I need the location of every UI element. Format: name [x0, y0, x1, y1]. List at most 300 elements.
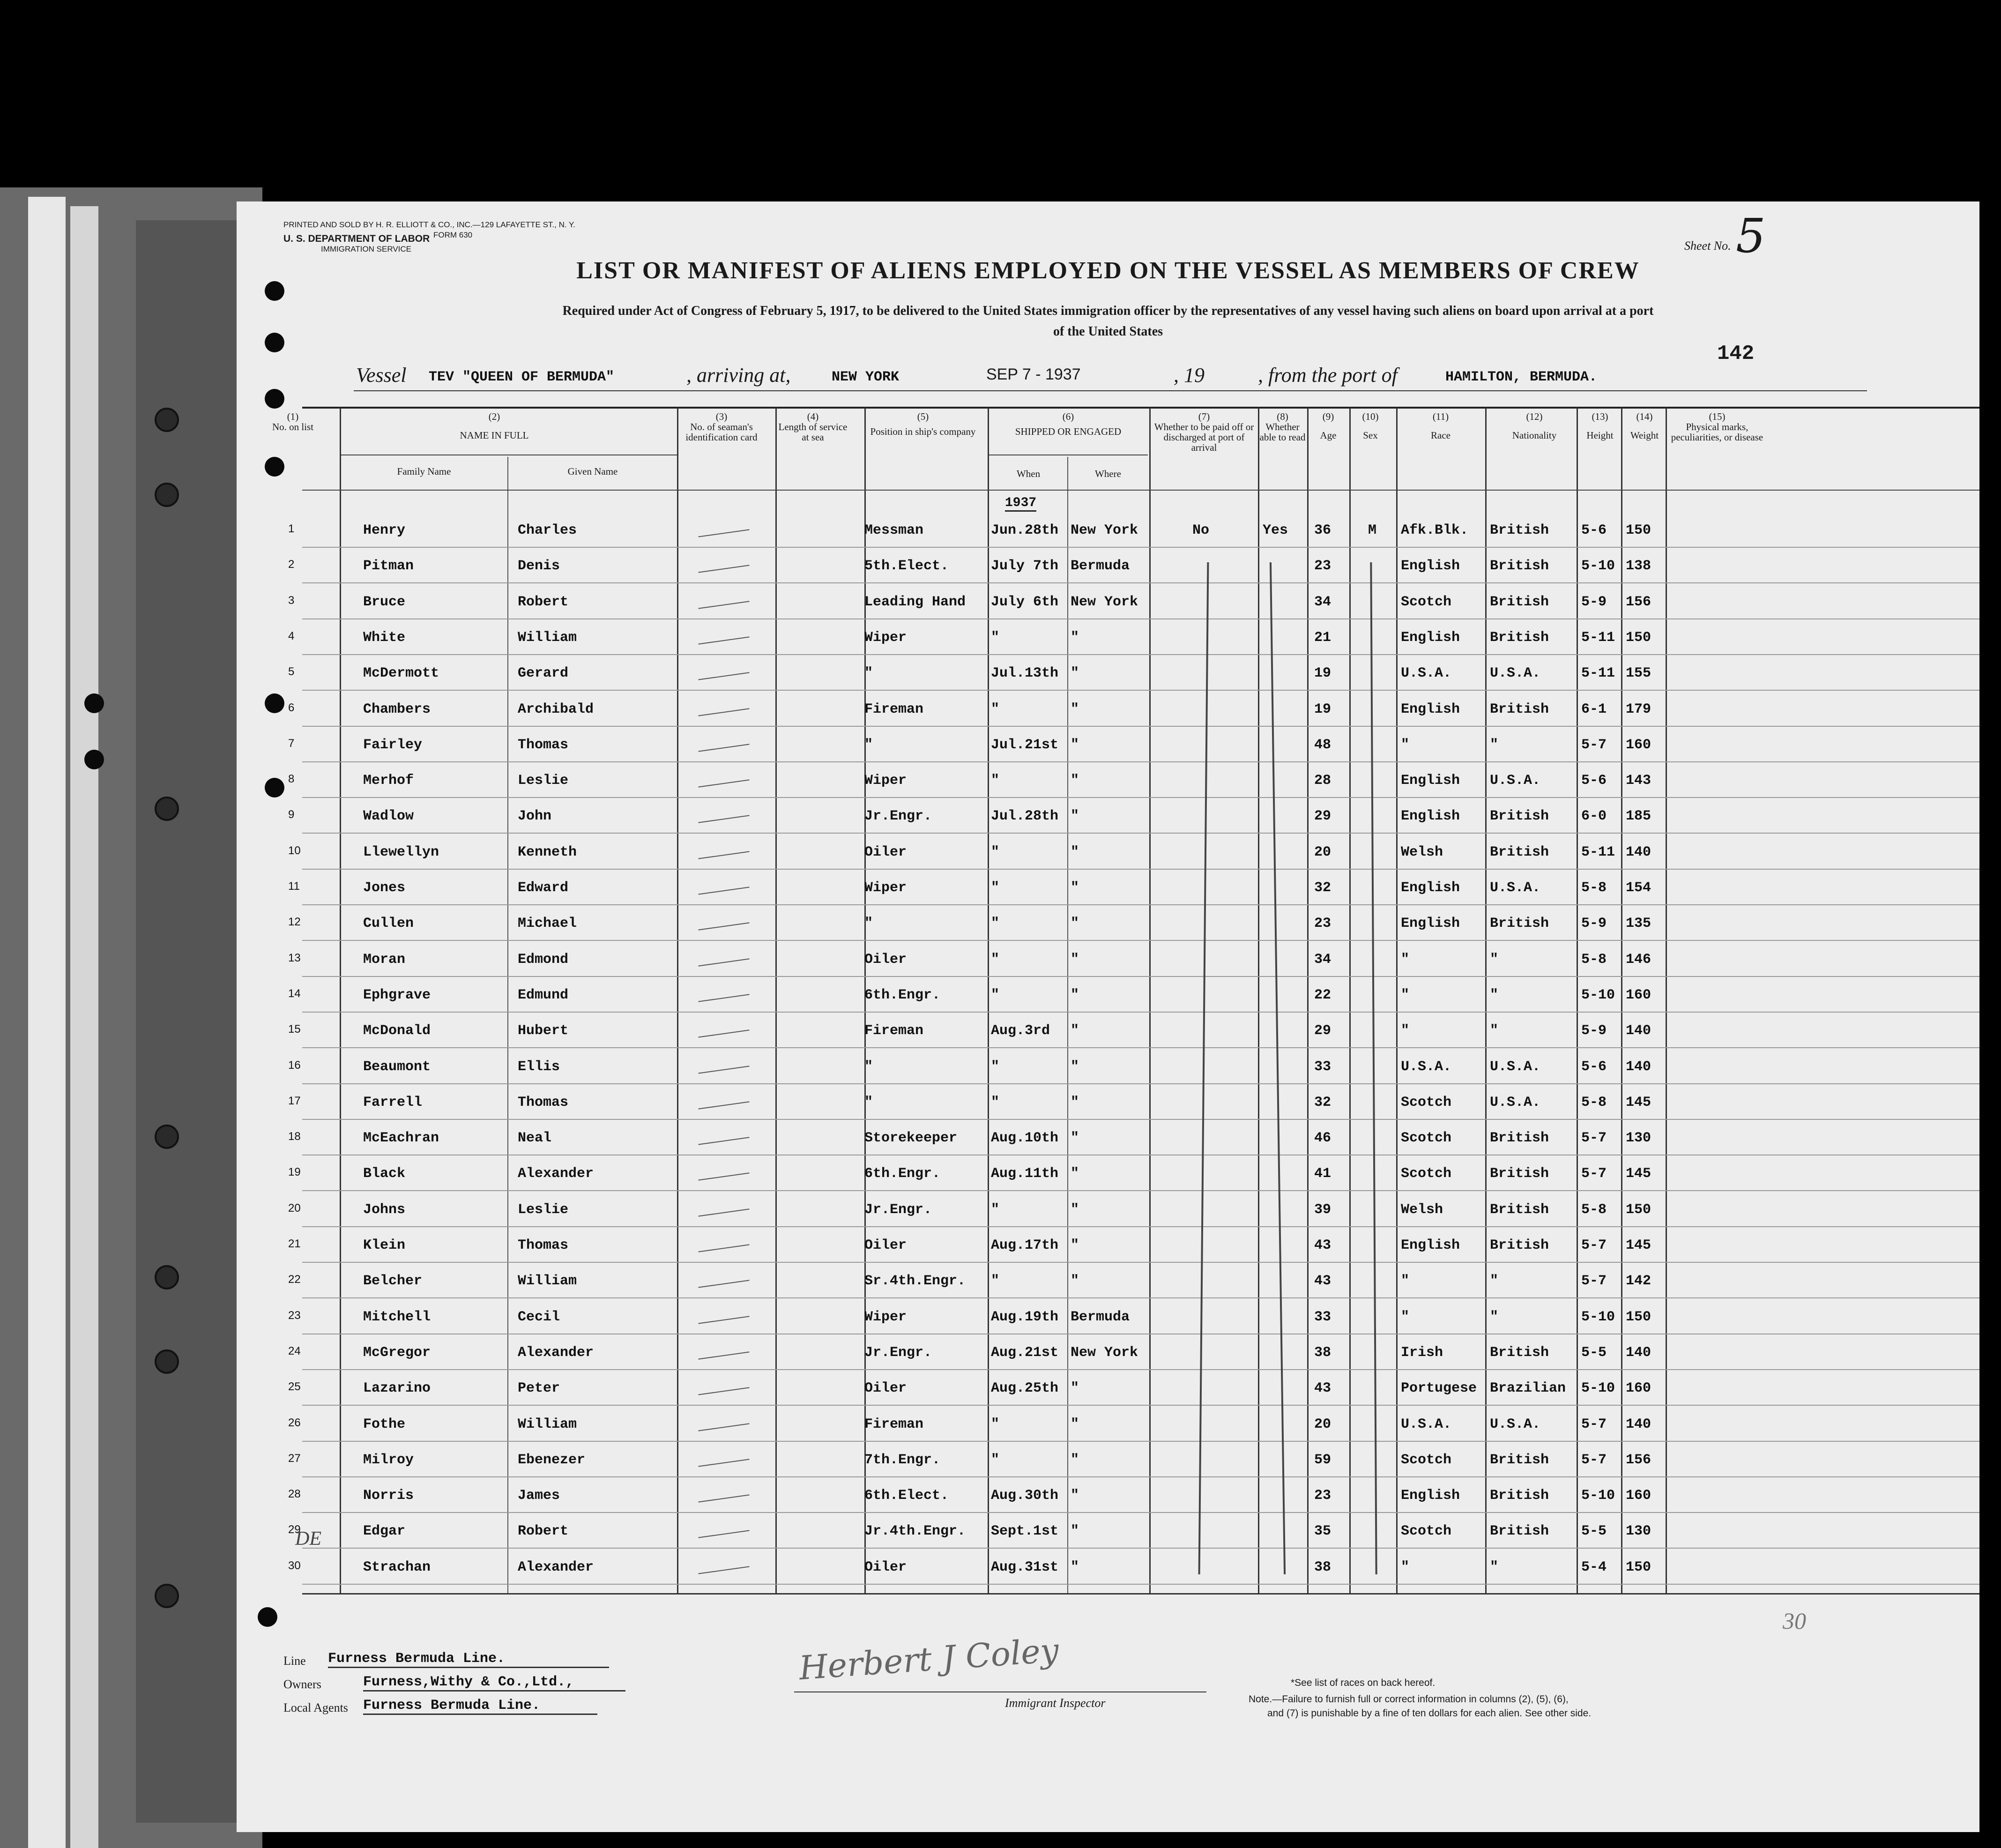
cell-family: Edgar	[363, 1523, 406, 1540]
row-rule	[302, 1083, 1979, 1084]
cell-position: 6th.Elect.	[864, 1488, 949, 1504]
cell-family: Belcher	[363, 1273, 423, 1289]
cell-no: 20	[288, 1201, 301, 1215]
cell-no: 16	[288, 1058, 301, 1072]
cell-where: New York	[1071, 594, 1138, 610]
cell-given: Edmund	[518, 987, 569, 1003]
cell-nationality: "	[1490, 951, 1499, 968]
cell-age: 19	[1314, 665, 1332, 682]
cell-no: 1	[288, 522, 295, 535]
cell-race: "	[1401, 1023, 1410, 1039]
cell-race: U.S.A.	[1401, 1058, 1452, 1075]
punch-hole	[265, 693, 284, 713]
cell-given: Gerard	[518, 665, 569, 682]
cell-family: Klein	[363, 1237, 406, 1253]
cell-given: Thomas	[518, 737, 569, 753]
id-card-tick	[698, 1530, 749, 1538]
cell-weight: 160	[1626, 1380, 1651, 1397]
from-port: HAMILTON, BERMUDA.	[1445, 369, 1598, 385]
cell-race: U.S.A.	[1401, 1416, 1452, 1432]
col-6-header: (6) SHIPPED OR ENGAGED	[1015, 411, 1122, 437]
cell-race: Irish	[1401, 1344, 1443, 1361]
cell-nationality: "	[1490, 737, 1499, 753]
cell-age: 34	[1314, 594, 1332, 610]
cell-no: 19	[288, 1166, 301, 1179]
binder-hole	[84, 693, 104, 713]
cell-weight: 146	[1626, 951, 1651, 968]
cell-age: 33	[1314, 1309, 1332, 1325]
row-rule	[302, 940, 1979, 941]
cell-age: 59	[1314, 1452, 1332, 1468]
id-card-tick	[698, 887, 749, 894]
cell-given: James	[518, 1488, 560, 1504]
year-label: , 19	[1174, 364, 1205, 387]
col-rule	[775, 408, 777, 1593]
cell-position: "	[864, 1094, 873, 1110]
given-name-header: Given Name	[567, 466, 618, 477]
cell-nationality: British	[1490, 629, 1549, 646]
table-bottom-rule	[302, 1593, 1979, 1595]
row-rule	[302, 1262, 1979, 1263]
id-card-tick	[698, 565, 749, 573]
cell-where: New York	[1071, 1344, 1138, 1361]
cell-height: 5-9	[1581, 916, 1607, 932]
punch-hole	[265, 778, 284, 797]
cell-weight: 140	[1626, 1058, 1651, 1075]
col-1-header: (1) No. on list	[272, 411, 314, 432]
cell-no: 11	[288, 880, 300, 893]
cell-nationality: U.S.A.	[1490, 773, 1541, 789]
cell-family: Pitman	[363, 558, 414, 574]
cell-where: "	[1071, 880, 1079, 896]
cell-height: 5-7	[1581, 737, 1607, 753]
cell-height: 5-8	[1581, 951, 1607, 968]
cell-race: Welsh	[1401, 844, 1443, 860]
col-2-header: (2) NAME IN FULL	[460, 411, 529, 441]
cell-no: 12	[288, 916, 301, 929]
cell-when: Jul.13th	[991, 665, 1059, 682]
cell-height: 5-6	[1581, 773, 1607, 789]
cell-when: "	[991, 951, 1000, 968]
binder-ring	[155, 408, 179, 432]
cell-family: McDermott	[363, 665, 439, 682]
cell-height: 5-4	[1581, 1559, 1607, 1575]
cell-no: 10	[288, 844, 301, 857]
table-top-rule	[302, 407, 1979, 409]
cell-nationality: British	[1490, 1166, 1549, 1182]
id-card-tick	[698, 1566, 749, 1574]
cell-height: 5-10	[1581, 987, 1615, 1003]
cell-given: Kenneth	[518, 844, 577, 860]
col-rule	[340, 408, 341, 1593]
cell-family: Mitchell	[363, 1309, 431, 1325]
cell-height: 5-9	[1581, 1023, 1607, 1039]
id-card-tick	[698, 1030, 749, 1038]
cell-given: Charles	[518, 522, 577, 538]
cell-nationality: British	[1490, 701, 1549, 717]
cell-when: "	[991, 773, 1000, 789]
cell-family: Black	[363, 1166, 406, 1182]
cell-no: 25	[288, 1380, 301, 1393]
cell-age: 46	[1314, 1130, 1332, 1147]
service: IMMIGRATION SERVICE	[321, 245, 412, 253]
cell-when: "	[991, 1058, 1000, 1075]
cell-position: Fireman	[864, 701, 924, 717]
cell-no: 21	[288, 1237, 301, 1250]
paper-strip	[70, 206, 98, 1848]
cell-weight: 140	[1626, 844, 1651, 860]
id-card-tick	[698, 744, 749, 752]
cell-age: 43	[1314, 1237, 1332, 1253]
cell-position: Leading Hand	[864, 594, 966, 610]
cell-given: Hubert	[518, 1023, 569, 1039]
id-card-tick	[698, 1351, 749, 1359]
cell-family: Henry	[363, 522, 406, 538]
cell-position: Wiper	[864, 880, 907, 896]
cell-family: Lazarino	[363, 1380, 431, 1397]
cell-position: Oiler	[864, 1380, 907, 1397]
inspector-signature: Herbert J Coley	[797, 1631, 1060, 1688]
id-card-tick	[698, 636, 749, 644]
cell-when: "	[991, 880, 1000, 896]
arriving-label: , arriving at,	[686, 364, 791, 387]
row-rule	[302, 1226, 1979, 1227]
col-rule	[1666, 408, 1667, 1593]
id-card-tick	[698, 1459, 749, 1467]
col-rule	[1577, 408, 1578, 1593]
cell-age: 20	[1314, 844, 1332, 860]
cell-weight: 130	[1626, 1130, 1651, 1147]
cell-race: English	[1401, 880, 1460, 896]
col-rule	[1258, 408, 1259, 1593]
cell-nationality: British	[1490, 1344, 1549, 1361]
printer-credit: PRINTED AND SOLD BY H. R. ELLIOTT & CO., INC.—129 LAFAYETTE ST., N. Y.	[283, 220, 575, 229]
total-count: 30	[1783, 1608, 1806, 1634]
cell-when: July 7th	[991, 558, 1059, 574]
col-10-header: (10) Sex	[1362, 411, 1379, 441]
cell-no: 8	[288, 773, 295, 786]
cell-family: Fothe	[363, 1416, 406, 1432]
cell-weight: 142	[1626, 1273, 1651, 1289]
cell-where: "	[1071, 1559, 1079, 1575]
punch-hole	[265, 457, 284, 477]
cell-family: Farrell	[363, 1094, 423, 1110]
cell-weight: 140	[1626, 1023, 1651, 1039]
cell-given: Denis	[518, 558, 560, 574]
cell-weight: 145	[1626, 1237, 1651, 1253]
cell-no: 17	[288, 1094, 301, 1107]
cell-given: Michael	[518, 916, 577, 932]
cell-given: William	[518, 1273, 577, 1289]
cell-family: Milroy	[363, 1452, 414, 1468]
cell-no: 24	[288, 1344, 301, 1357]
cell-nationality: U.S.A.	[1490, 1058, 1541, 1075]
col-15-header: (15) Physical marks, peculiarities, or disease	[1671, 411, 1763, 443]
cell-no: 3	[288, 594, 295, 607]
cell-height: 5-6	[1581, 522, 1607, 538]
id-card-tick	[698, 779, 749, 787]
cell-height: 5-8	[1581, 880, 1607, 896]
cell-when: "	[991, 1201, 1000, 1218]
sheet-label: Sheet No.	[1684, 239, 1731, 253]
cell-nationality: U.S.A.	[1490, 1416, 1541, 1432]
cell-nationality: British	[1490, 1201, 1549, 1218]
cell-race: English	[1401, 558, 1460, 574]
id-card-tick	[698, 1280, 749, 1288]
cell-age: 41	[1314, 1166, 1332, 1182]
punch-hole	[258, 1607, 277, 1627]
cell-family: Bruce	[363, 594, 406, 610]
col-9-header: (9) Age	[1320, 411, 1337, 441]
cell-when: Jul.28th	[991, 808, 1059, 825]
cell-race: Scotch	[1401, 1130, 1452, 1147]
cell-no: 29	[288, 1523, 301, 1536]
col-3-header: (3) No. of seaman's identification card	[685, 411, 758, 443]
id-card-tick	[698, 672, 749, 680]
cell-race: "	[1401, 1309, 1410, 1325]
cell-height: 5-9	[1581, 594, 1607, 610]
row-rule	[302, 654, 1979, 655]
cell-age: 32	[1314, 880, 1332, 896]
cell-family: McGregor	[363, 1344, 431, 1361]
cell-given: Ellis	[518, 1058, 560, 1075]
cell-weight: 185	[1626, 808, 1651, 825]
cell-height: 6-1	[1581, 701, 1607, 717]
cell-when: "	[991, 1452, 1000, 1468]
col-5-header: (5) Position in ship's company	[870, 411, 976, 437]
cell-weight: 140	[1626, 1416, 1651, 1432]
cell-nationality: British	[1490, 1237, 1549, 1253]
cell-no: 27	[288, 1452, 301, 1465]
cell-where: Bermuda	[1071, 558, 1130, 574]
cell-age: 21	[1314, 629, 1332, 646]
cell-weight: 135	[1626, 916, 1651, 932]
cell-when: "	[991, 916, 1000, 932]
cell-height: 5-10	[1581, 558, 1615, 574]
cell-where: "	[1071, 951, 1079, 968]
cell-where: "	[1071, 1023, 1079, 1039]
cell-race: Scotch	[1401, 1523, 1452, 1540]
cell-nationality: British	[1490, 916, 1549, 932]
cell-family: McDonald	[363, 1023, 431, 1039]
cell-nationality: U.S.A.	[1490, 1094, 1541, 1110]
cell-weight: 150	[1626, 1201, 1651, 1218]
cell-position: Messman	[864, 522, 924, 538]
row-rule	[302, 618, 1979, 619]
cell-age: 38	[1314, 1559, 1332, 1575]
cell-sex: M	[1368, 522, 1377, 538]
cell-family: Fairley	[363, 737, 423, 753]
cell-position: Fireman	[864, 1416, 924, 1432]
cell-position: Oiler	[864, 951, 907, 968]
cell-weight: 145	[1626, 1166, 1651, 1182]
cell-race: English	[1401, 916, 1460, 932]
cell-paid: No	[1192, 522, 1210, 538]
cell-position: 6th.Engr.	[864, 987, 941, 1003]
cell-where: Bermuda	[1071, 1309, 1130, 1325]
row-rule	[302, 869, 1979, 870]
line-label: Line	[283, 1654, 306, 1668]
cell-position: "	[864, 1058, 873, 1075]
cell-where: "	[1071, 1201, 1079, 1218]
cell-where: New York	[1071, 522, 1138, 538]
binder-ring	[155, 483, 179, 507]
row-rule	[302, 1369, 1979, 1370]
col-7-header: (7) Whether to be paid off or discharged at port of arrival	[1154, 411, 1254, 453]
id-card-tick	[698, 923, 749, 931]
cell-position: Oiler	[864, 844, 907, 860]
id-card-tick	[698, 851, 749, 859]
cell-family: Strachan	[363, 1559, 431, 1575]
row-rule	[302, 690, 1979, 691]
cell-nationality: Brazilian	[1490, 1380, 1566, 1397]
cell-age: 39	[1314, 1201, 1332, 1218]
cell-weight: 160	[1626, 737, 1651, 753]
header-bottom-rule	[302, 490, 1979, 491]
id-card-tick	[698, 1066, 749, 1073]
col-rule	[507, 457, 508, 1593]
cell-when: July 6th	[991, 594, 1059, 610]
cell-when: "	[991, 629, 1000, 646]
cell-age: 23	[1314, 558, 1332, 574]
cell-family: Moran	[363, 951, 406, 968]
punch-hole	[265, 389, 284, 409]
cell-nationality: U.S.A.	[1490, 665, 1541, 682]
col-rule	[1485, 408, 1487, 1593]
cell-no: 7	[288, 737, 295, 750]
cell-position: "	[864, 665, 873, 682]
cell-race: Scotch	[1401, 594, 1452, 610]
cell-no: 26	[288, 1416, 301, 1429]
form-subtitle: Required under Act of Congress of February 5, 1917, to be delivered to the United States immigration officer by the representatives of any vessel having such aliens on board upon arrival at a port	[562, 304, 1654, 318]
cell-weight: 155	[1626, 665, 1651, 682]
cell-where: "	[1071, 665, 1079, 682]
sheet-number: 5	[1736, 209, 1766, 263]
row-rule	[302, 1476, 1979, 1477]
cell-when: Aug.21st	[991, 1344, 1059, 1361]
cell-age: 28	[1314, 773, 1332, 789]
col-rule	[677, 408, 678, 1593]
cell-height: 5-7	[1581, 1452, 1607, 1468]
cell-when: "	[991, 1094, 1000, 1110]
vessel-underline	[354, 390, 1867, 391]
cell-age: 34	[1314, 951, 1332, 968]
cell-when: Jun.28th	[991, 522, 1059, 538]
ditto-arrow-sex	[1370, 562, 1377, 1574]
form-number: FORM 630	[433, 231, 473, 239]
id-card-tick	[698, 994, 749, 1002]
cell-age: 32	[1314, 1094, 1332, 1110]
cell-no: 22	[288, 1273, 301, 1286]
cell-age: 29	[1314, 808, 1332, 825]
cell-where: "	[1071, 1452, 1079, 1468]
cell-weight: 150	[1626, 1309, 1651, 1325]
cell-race: "	[1401, 1559, 1410, 1575]
cell-when: Sept.1st	[991, 1523, 1059, 1540]
cell-family: Johns	[363, 1201, 406, 1218]
cell-no: 4	[288, 629, 295, 642]
cell-given: Neal	[518, 1130, 552, 1147]
cell-no: 13	[288, 951, 301, 964]
cell-given: Cecil	[518, 1309, 560, 1325]
cell-height: 5-7	[1581, 1273, 1607, 1289]
binder-hole	[84, 750, 104, 769]
cell-when: Aug.31st	[991, 1559, 1059, 1575]
cell-age: 35	[1314, 1523, 1332, 1540]
cell-weight: 156	[1626, 594, 1651, 610]
cell-nationality: British	[1490, 558, 1549, 574]
form-subtitle-2: of the United States	[1053, 324, 1163, 339]
cell-when: "	[991, 1273, 1000, 1289]
col-11-header: (11) Race	[1431, 411, 1451, 441]
cell-position: Wiper	[864, 629, 907, 646]
cell-family: Chambers	[363, 701, 431, 717]
cell-where: "	[1071, 629, 1079, 646]
cell-where: "	[1071, 916, 1079, 932]
cell-race: U.S.A.	[1401, 665, 1452, 682]
cell-race: Scotch	[1401, 1166, 1452, 1182]
cell-where: "	[1071, 1237, 1079, 1253]
vessel-name: TEV "QUEEN OF BERMUDA"	[429, 369, 615, 385]
cell-weight: 145	[1626, 1094, 1651, 1110]
cell-when: Aug.30th	[991, 1488, 1059, 1504]
line-value: Furness Bermuda Line.	[328, 1651, 609, 1668]
cell-height: 6-0	[1581, 808, 1607, 825]
fine-note-2: and (7) is punishable by a fine of ten dollars for each alien. See other side.	[1267, 1708, 1592, 1719]
cell-when: Aug.17th	[991, 1237, 1059, 1253]
row-rule	[302, 582, 1979, 583]
cell-race: Scotch	[1401, 1452, 1452, 1468]
margin-mark: DE	[295, 1528, 321, 1550]
cell-no: 14	[288, 987, 301, 1000]
cell-where: "	[1071, 1273, 1079, 1289]
cell-height: 5-5	[1581, 1523, 1607, 1540]
col-rule	[1349, 408, 1351, 1593]
cell-height: 5-7	[1581, 1416, 1607, 1432]
cell-age: 20	[1314, 1416, 1332, 1432]
owners-label: Owners	[283, 1677, 321, 1691]
ditto-arrow-read	[1270, 562, 1286, 1574]
arrival-date-stamp: SEP 7 - 1937	[986, 365, 1081, 383]
cell-age: 23	[1314, 1488, 1332, 1504]
cell-race: Afk.Blk.	[1401, 522, 1469, 538]
row-rule	[302, 1548, 1979, 1549]
cell-where: "	[1071, 737, 1079, 753]
binder-ring	[155, 797, 179, 821]
where-header: Where	[1095, 468, 1121, 479]
id-card-tick	[698, 1387, 749, 1395]
id-card-tick	[698, 529, 749, 537]
cell-nationality: "	[1490, 1309, 1499, 1325]
row-rule	[302, 833, 1979, 834]
cell-given: Archibald	[518, 701, 594, 717]
cell-family: McEachran	[363, 1130, 439, 1147]
when-header: When	[1016, 468, 1041, 479]
cell-given: Alexander	[518, 1166, 594, 1182]
cell-weight: 140	[1626, 1344, 1651, 1361]
id-card-tick	[698, 1423, 749, 1431]
cell-position: Storekeeper	[864, 1130, 958, 1147]
cell-position: Oiler	[864, 1237, 907, 1253]
id-card-tick	[698, 1208, 749, 1216]
cell-race: English	[1401, 808, 1460, 825]
id-card-tick	[698, 1316, 749, 1324]
col-rule	[1067, 457, 1068, 1593]
cell-when: Aug.25th	[991, 1380, 1059, 1397]
cell-nationality: "	[1490, 1023, 1499, 1039]
form-title: LIST OR MANIFEST OF ALIENS EMPLOYED ON THE VESSEL AS MEMBERS OF CREW	[576, 257, 1640, 284]
row-rule	[302, 1119, 1979, 1120]
